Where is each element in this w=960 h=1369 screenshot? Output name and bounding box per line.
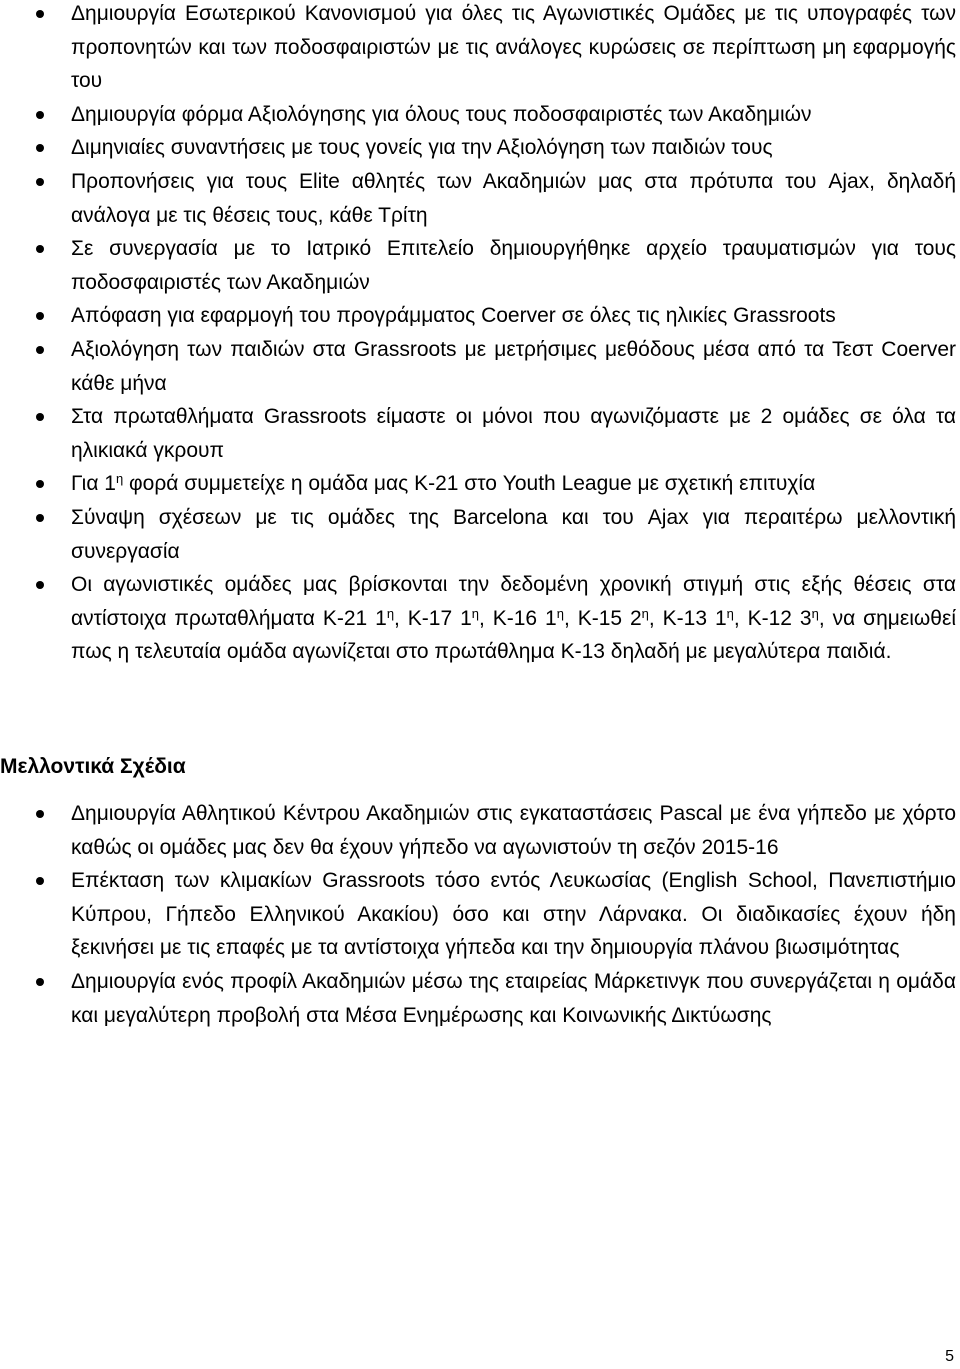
bullet-icon (36, 312, 44, 320)
bullet-icon (36, 581, 44, 589)
list-item (0, 98, 958, 132)
list-item (0, 131, 958, 165)
list-item-text: Δημιουργία ενός προφίλ Ακαδημιών μέσω της εταιρείας Μάρκετινγκ που συνεργάζεται η ομάδα και μεγαλύτερη προβολή στα Μέσα Ενημέρωσης και Κοινωνικής Δικτύωσης (71, 969, 956, 1027)
list-item (0, 400, 958, 467)
list-item (0, 501, 958, 568)
page-number: 5 (945, 1348, 954, 1365)
bullet-icon (36, 346, 44, 354)
ordinal-superscript: η (726, 605, 734, 621)
list-item (0, 797, 958, 864)
achievements-list (0, 0, 958, 669)
list-item-text: Σύναψη σχέσεων με τις ομάδες της Barcelona και του Ajax για περαιτέρω μελλοντική συνεργασία (71, 505, 956, 563)
list-item-text: Αξιολόγηση των παιδιών στα Grassroots με μετρήσιμες μεθόδους μέσα από τα Τεστ Coerver κάθε μήνα (71, 337, 956, 395)
bullet-icon (36, 10, 44, 18)
ordinal-superscript: η (811, 605, 819, 621)
list-item (0, 864, 958, 965)
ordinal-superscript: η (641, 605, 649, 621)
ordinal-superscript: η (556, 605, 564, 621)
list-item (0, 0, 958, 98)
list-item-text: , Κ-12 3 (733, 606, 812, 630)
list-item-text: Δημιουργία Εσωτερικού Κανονισμού για όλες τις Αγωνιστικές Ομάδες με τις υπογραφές των προπονητών και των ποδοσφαιριστών με τις ανάλογες κυρώσεις σε περίπτωση μη εφαρμογής του (71, 2, 956, 93)
list-item-text: Στα πρωταθλήματα Grassroots είμαστε οι μόνοι που αγωνιζόμαστε με 2 ομάδες σε όλα τα ηλικιακά γκρουπ (71, 405, 956, 462)
bullet-icon (36, 514, 44, 522)
list-item-text: Σε συνεργασία με το Ιατρικό Επιτελείο δημιουργήθηκε αρχείο τραυματισμών για τους ποδοσφαιριστές των Ακαδημιών (71, 237, 956, 294)
list-item-text: , Κ-17 1 (394, 606, 472, 630)
list-item (0, 467, 958, 501)
bullet-icon (36, 245, 44, 253)
future-plans-heading: Μελλοντικά Σχέδια (0, 755, 186, 778)
list-item-text: φορά συμμετείχε η ομάδα μας Κ-21 στο Youth League με σχετική επιτυχία (123, 472, 816, 496)
list-item (0, 333, 958, 400)
list-item-text: Για 1 (71, 472, 116, 496)
list-item-text: Δημιουργία Αθλητικού Κέντρου Ακαδημιών στις εγκαταστάσεις Pascal με ένα γήπεδο με χόρτο καθώς οι ομάδες μας δεν θα έχουν γήπεδο να αγωνιστούν τη σεζόν 2015-16 (71, 802, 956, 859)
bullet-icon (36, 111, 44, 119)
list-item-text: Οι αγωνιστικές ομάδες μας βρίσκονται την δεδομένη χρονική στιγμή στις εξής θέσεις στα αντίστοιχα πρωταθλήματα Κ-21 1 (71, 573, 956, 630)
list-item-text: , να σημειωθεί πως η τελευταία ομάδα αγωνίζεται στο πρωτάθλημα Κ-13 δηλαδή με μεγαλύτερα παιδιά. (71, 606, 956, 664)
bullet-icon (36, 144, 44, 152)
bullet-icon (36, 978, 44, 986)
list-item (0, 232, 958, 299)
list-item (0, 165, 958, 232)
ordinal-superscript: η (115, 471, 124, 487)
list-item-text: Δημιουργία φόρμα Αξιολόγησης για όλους τους ποδοσφαιριστές των Ακαδημιών (71, 102, 812, 126)
list-item-text: Προπονήσεις για τους Elite αθλητές των Ακαδημιών μας στα πρότυπα του Ajax, δηλαδή ανάλογα με τις θέσεις τους, κάθε Τρίτη (71, 169, 956, 227)
list-item-text: Επέκταση των κλιμακίων Grassroots τόσο εντός Λευκωσίας (English School, Πανεπιστήμιο Κύπρου, Γήπεδο Ελληνικού Ακακίου) όσο και στην Λάρνακα. Οι διαδικασίες έχουν ήδη ξεκινήσει με τις επαφές με τα αντίστοιχα γήπεδα και την δημιουργία πλάνου βιωσιμότητας (71, 869, 956, 960)
bullet-icon (36, 810, 44, 818)
list-item-text: , Κ-16 1 (479, 606, 557, 630)
bullet-icon (36, 178, 44, 186)
list-item (0, 965, 958, 1032)
list-item (0, 568, 958, 669)
list-item (0, 299, 958, 333)
ordinal-superscript: η (386, 605, 395, 621)
bullet-icon (36, 413, 44, 421)
list-item-text: Απόφαση για εφαρμογή του προγράμματος Coerver σε όλες τις ηλικίες Grassroots (71, 304, 836, 328)
ordinal-superscript: η (471, 605, 479, 621)
list-item-text: Διμηνιαίες συναντήσεις με τους γονείς για την Αξιολόγηση των παιδιών τους (71, 136, 773, 160)
list-item-text: , Κ-13 1 (648, 606, 727, 630)
future-plans-list (0, 797, 958, 1032)
list-item-text: , Κ-15 2 (563, 606, 642, 630)
bullet-icon (36, 877, 44, 885)
bullet-icon (36, 480, 44, 488)
